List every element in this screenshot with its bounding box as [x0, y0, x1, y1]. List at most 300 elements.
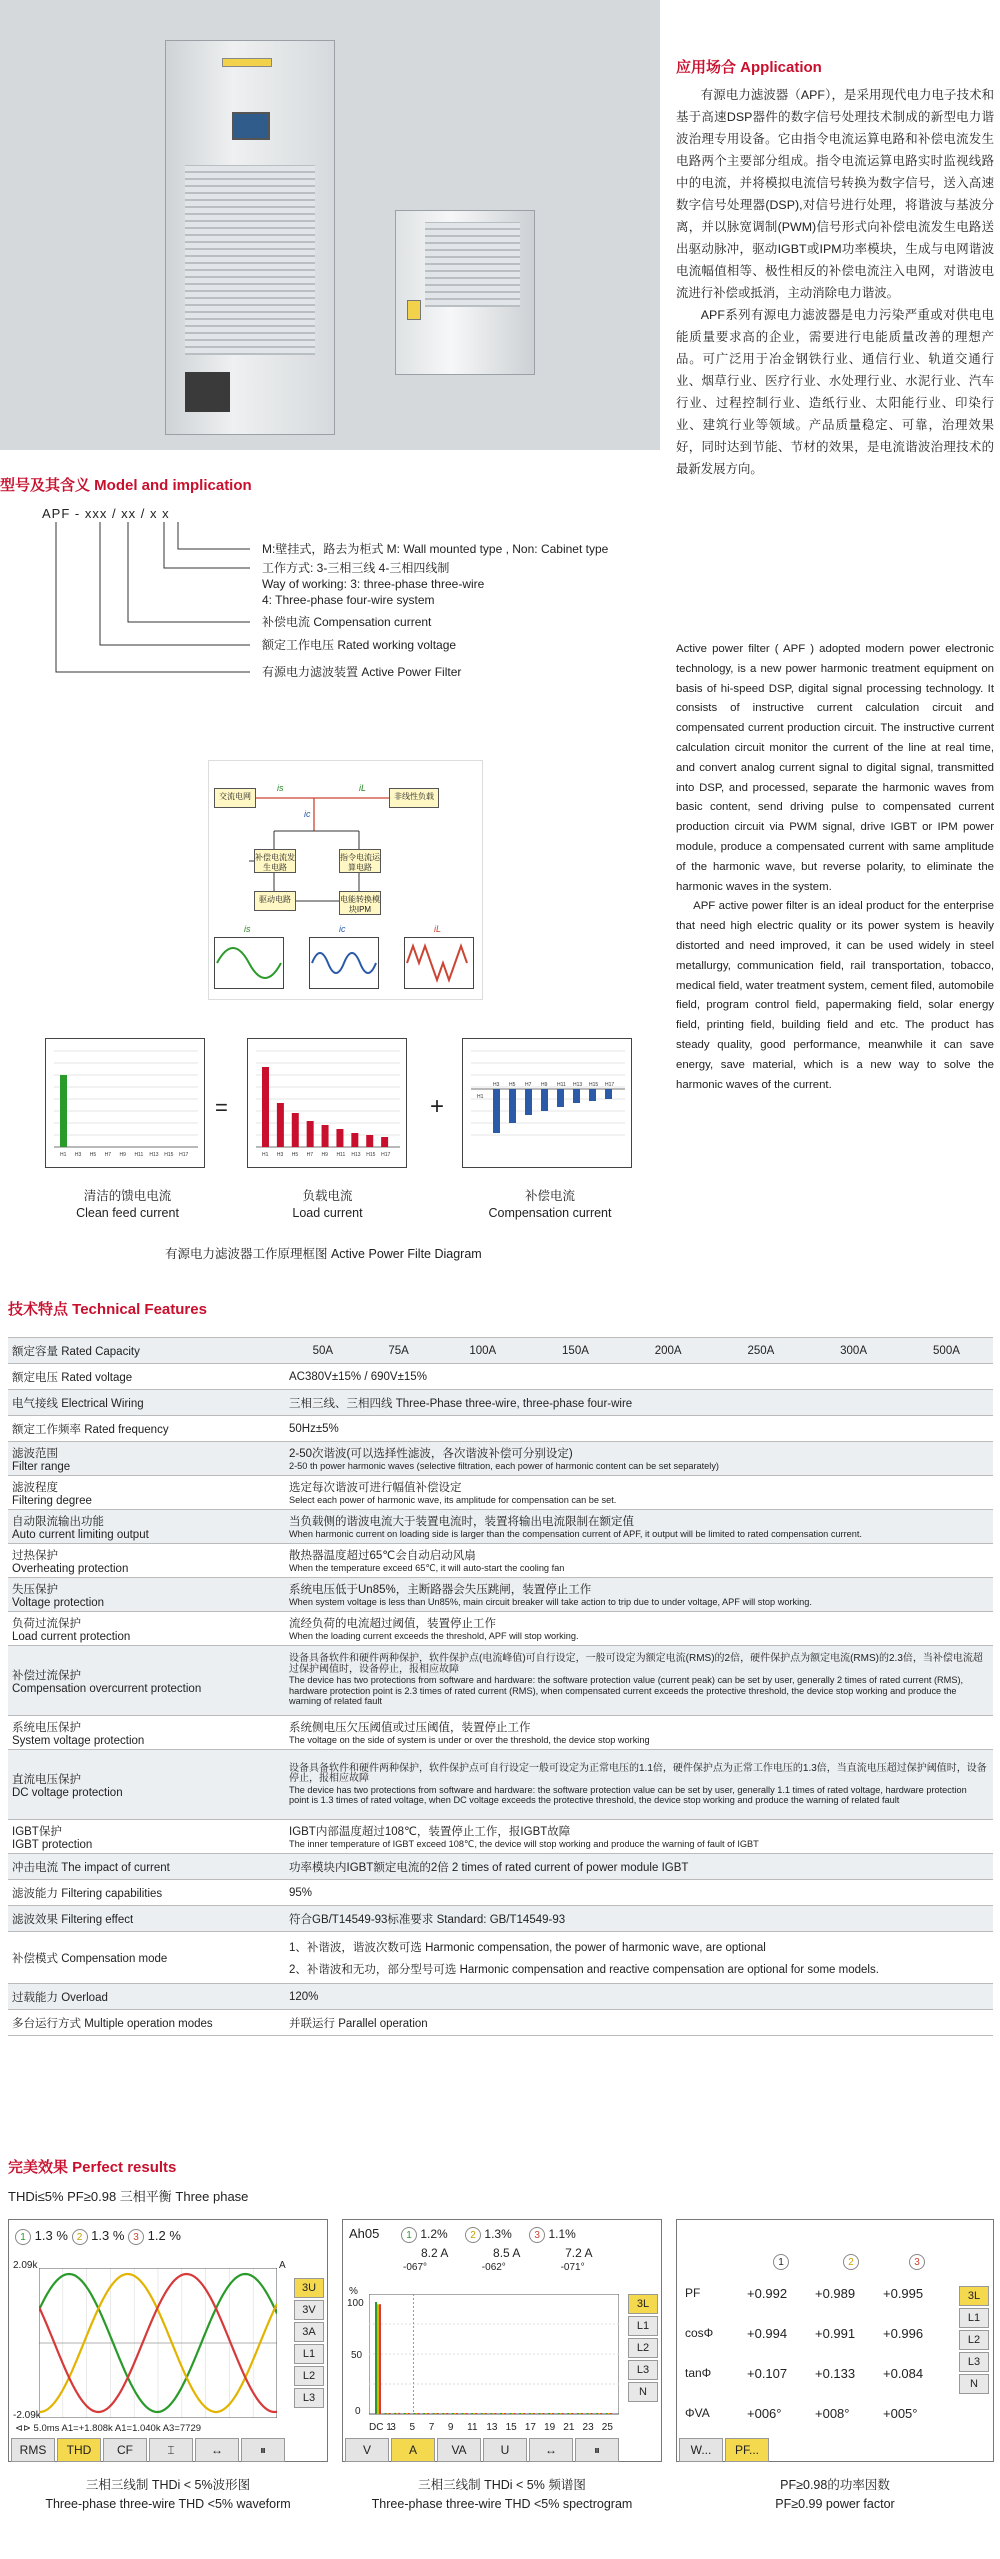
row-value: 设备具备软件和硬件两种保护，软件保护点可自行设定一般可设定为正常电压的1.1倍，硬件保护点为正常工作电压的1.3倍，当直流电压超过保护阈值时，设备停止，报相应故障 The device has two protections from software and hardware: the software protection value can be set by user, generally 1.1 times of rated voltage, hardware protection point is 1.3 times of rated voltage, when DC voltage exceeds the protective threshold, the device stop working and produce the warning of related fault: [285, 1750, 993, 1820]
row-key: 系统电压保护 System voltage protection: [8, 1716, 285, 1750]
harmonic-bar: [351, 1133, 358, 1147]
row-key: 自动限流输出功能 Auto current limiting output: [8, 1510, 285, 1544]
side-key-l3[interactable]: L3: [294, 2388, 324, 2408]
capacity-cell: 150A: [529, 1338, 622, 1364]
spectrum-bar: [375, 2302, 377, 2414]
harmonic-bar: [262, 1067, 269, 1147]
y-50-label: 50: [351, 2350, 363, 2361]
diagram-caption: 有源电力滤波器工作原理框图 Active Power Filte Diagram: [165, 1247, 482, 1261]
y-max-label: 2.09k: [13, 2260, 38, 2271]
soft-key-zoom[interactable]: ↔: [529, 2438, 573, 2462]
spectrum-bar: [396, 2413, 398, 2414]
x-tick-label: 7: [428, 2422, 435, 2433]
table-row: [8, 1442, 993, 1476]
harmonic-bar: [292, 1113, 299, 1147]
x-tick-label: 23: [582, 2422, 594, 2433]
spectrum-bar: [481, 2413, 483, 2414]
pf-row-label: ΦVA: [685, 2406, 710, 2420]
x-tick-label: 3: [390, 2422, 396, 2433]
model-leader-lines: [0, 0, 660, 720]
caption-compensation: 补偿电流 Compensation current: [488, 1189, 612, 1220]
spectrum-bar: [521, 2413, 523, 2414]
table-row: [8, 1932, 993, 1984]
soft-key-hold[interactable]: ⏸: [241, 2438, 285, 2462]
model-line-current: 补偿电流 Compensation current: [262, 615, 432, 629]
harmonic-bar: [366, 1135, 373, 1147]
spectrum-bar: [542, 2413, 544, 2414]
model-title: 型号及其含义 Model and implication: [0, 477, 252, 494]
row-key: 滤波范围 Filter range: [8, 1442, 285, 1476]
caption-waveform: 三相三线制 THDi < 5%波形图 Three-phase three-wire THD <5% waveform: [45, 2478, 291, 2511]
x-tick-label: 15: [505, 2422, 517, 2433]
spectrum-bar: [466, 2413, 468, 2414]
spectrum-bar: [471, 2413, 473, 2414]
x-tick-label: 17: [524, 2422, 536, 2433]
label-ic: ic: [304, 809, 311, 819]
spectrum-bar: [587, 2413, 589, 2414]
row-key: 多台运行方式 Multiple operation modes: [8, 2010, 285, 2036]
table-row: [8, 1906, 993, 1932]
row-value: 三相三线、三相四线 Three-Phase three-wire, three-phase four-wire: [285, 1390, 993, 1416]
harmonic-bar: [381, 1137, 388, 1147]
phase-1-marker: 1: [773, 2254, 789, 2270]
side-key-l3[interactable]: L3: [959, 2352, 989, 2372]
harmonic-tick-label: H1: [262, 1152, 269, 1158]
wave-label-is: is: [244, 924, 251, 934]
spectrum-bar: [567, 2413, 569, 2414]
row-key: 滤波程度 Filtering degree: [8, 1476, 285, 1510]
cursor-readout: ⊲⊳ 5.0ms A1=+1.808k A1=1.040k A3=7729: [15, 2423, 202, 2434]
caption-clean: 清洁的馈电电流 Clean feed current: [76, 1189, 179, 1220]
pf-value: +0.989: [815, 2286, 856, 2301]
harmonic-tick-label: H5: [89, 1152, 97, 1158]
harmonic-tick-label: H3: [276, 1152, 284, 1158]
tech-title: 技术特点 Technical Features: [8, 1301, 207, 1318]
harmonic-tick-label: H15: [589, 1082, 599, 1088]
spectrum-bar: [406, 2413, 408, 2414]
unit-label: A: [279, 2260, 286, 2271]
table-row: [8, 1416, 993, 1442]
row-key: 滤波能力 Filtering capabilities: [8, 1880, 285, 1906]
side-key-l2[interactable]: L2: [959, 2330, 989, 2350]
harmonic-tick-label: H9: [119, 1152, 126, 1158]
harmonic-tick-label: H9: [321, 1152, 328, 1158]
row-value: AC380V±15% / 690V±15%: [285, 1364, 993, 1390]
capacity-cell: 50A: [285, 1338, 361, 1364]
block-ac-grid: 交流电网: [214, 788, 256, 808]
table-row: [8, 1820, 993, 1854]
spectrum-bar: [531, 2413, 533, 2414]
row-key: 额定电压 Rated voltage: [8, 1364, 285, 1390]
row-value: 1、补谐波，谐波次数可选 Harmonic compensation, the power of harmonic wave, are optional 2、补谐波和无功，部分型号可选 Harmonic compensation and reactive compensation are optional for some models.: [285, 1932, 993, 1984]
spectrum-bar: [579, 2413, 581, 2414]
results-title: 完美效果 Perfect results: [8, 2159, 177, 2176]
harmonic-order-label: Ah05: [349, 2226, 380, 2241]
harmonic-bar: [525, 1089, 532, 1115]
spectrum-bar: [446, 2413, 448, 2414]
pf-value: +005°: [883, 2406, 918, 2421]
spectrum-bar: [413, 2413, 415, 2414]
spectrum-bar: [415, 2413, 417, 2414]
side-key-n[interactable]: N: [959, 2374, 989, 2394]
side-key-3v[interactable]: 3V: [294, 2300, 324, 2320]
model-line-way-en: Way of working: 3: three-phase three-wire: [262, 577, 485, 591]
row-value: 功率模块内IGBT额定电流的2倍 2 times of rated current of power module IGBT: [285, 1854, 993, 1880]
capacity-cell: 200A: [622, 1338, 715, 1364]
row-key: 补偿过流保护 Compensation overcurrent protection: [8, 1646, 285, 1716]
spectrum-bar: [404, 2413, 406, 2414]
spectrum-bar: [398, 2413, 400, 2414]
block-ipm: 电能转换模块IPM: [339, 891, 381, 915]
row-key: 失压保护 Voltage protection: [8, 1578, 285, 1612]
harmonic-tick-label: H9: [541, 1082, 548, 1088]
x-tick-label: DC 1: [369, 2422, 392, 2433]
spectrum-bar: [377, 2304, 379, 2414]
harmonic-bar: [541, 1089, 548, 1111]
harmonic-bar: [589, 1089, 596, 1101]
row-value: 流经负荷的电流超过阈值，装置停止工作 When the loading current exceeds the threshold, APF will stop working.: [285, 1612, 993, 1646]
wave-label-il: iL: [434, 924, 442, 934]
table-row: [8, 1510, 993, 1544]
table-row: [8, 2010, 993, 2036]
row-key: 过载能力 Overload: [8, 1984, 285, 2010]
spectrum-bar: [598, 2413, 600, 2414]
table-row: [8, 1854, 993, 1880]
row-value: 系统侧电压欠压阈值或过压阈值，装置停止工作 The voltage on the side of system is under or over the threshold, the device stop working: [285, 1716, 993, 1750]
plus-sign: +: [430, 1093, 445, 1120]
pf-value: +0.996: [883, 2326, 924, 2341]
soft-key-cf[interactable]: CF: [103, 2438, 147, 2462]
application-text-cn: 有源电力滤波器（APF），是采用现代电力电子技术和基于高速DSP器件的数字信号处理技术制成的新型电力谐波治理专用设备。它由指令电流运算电路和补偿电流发生电路两个主要部分组成。指令电流运算电路实时监视线路中的电流，并将模拟电流信号转换为数字信号，送入高速数字信号处理器(DSP),对信号进行处理，将谐波与基波分离，并以脉宽调制(PWM)信号形式向补偿电流发生电路送出驱动脉冲，驱动IGBT或IPM功率模块，生成与电网谐波电流幅值相等、极性相反的补偿电流注入电网，对谐波电流进行补偿或抵消，主动消除电力谐波。 APF系列有源电力滤波器是电力污染严重或对供电电能质量要求高的企业，需要进行电能质量改善的理想产品。可广泛用于冶金钢铁行业、通信行业、轨道交通行业、烟草行业、医疗行业、水处理行业、水泥行业、汽车行业、过程控制行业、造纸行业、太阳能行业、印染行业、建筑行业等领域。产品质量稳定、可靠，治理效果好，同时达到节能、节材的效果，是电流谐波治理技术的最新发展方向。: [676, 88, 994, 476]
harmonic-tick-label: H17: [605, 1082, 615, 1088]
row-value: 95%: [285, 1880, 993, 1906]
phase-3-marker: 3: [909, 2254, 925, 2270]
table-row: [8, 1612, 993, 1646]
soft-key-va[interactable]: VA: [437, 2438, 481, 2462]
spectrum-clean: [45, 1038, 205, 1168]
spectrum-bar: [442, 2413, 444, 2414]
capacity-cell: 250A: [715, 1338, 808, 1364]
spectrum-bar: [569, 2413, 571, 2414]
side-key-3l[interactable]: 3L: [959, 2286, 989, 2306]
table-row: [8, 1716, 993, 1750]
spectrum-bar: [560, 2413, 562, 2414]
spectrum-bar: [490, 2413, 492, 2414]
x-tick-label: 9: [447, 2422, 454, 2433]
row-value: 并联运行 Parallel operation: [285, 2010, 993, 2036]
caption-load: 负载电流 Load current: [292, 1189, 363, 1220]
table-row: [8, 1578, 993, 1612]
spectrum-bar: [433, 2413, 435, 2414]
pf-value: +0.994: [747, 2326, 788, 2341]
harmonic-bar: [322, 1125, 329, 1147]
side-key-l3[interactable]: L3: [628, 2360, 658, 2380]
spectrum-bar: [485, 2413, 487, 2414]
spectrum-bar: [529, 2413, 531, 2414]
table-row: [8, 1476, 993, 1510]
spectrum-bar: [538, 2413, 540, 2414]
row-key: 补偿模式 Compensation mode: [8, 1932, 285, 1984]
spectrum-bar: [437, 2413, 439, 2414]
side-key-l1[interactable]: L1: [959, 2308, 989, 2328]
harmonic-bar: [605, 1089, 612, 1099]
spectrum-bar: [502, 2413, 504, 2414]
results-subtitle: THDi≤5% PF≥0.98 三相平衡 Three phase: [8, 2189, 249, 2204]
table-row: [8, 1646, 993, 1716]
table-row: [8, 1544, 993, 1578]
soft-key-zoom[interactable]: ↔: [195, 2438, 239, 2462]
spectrum-bar: [387, 2413, 389, 2414]
side-key-3l[interactable]: 3L: [628, 2294, 658, 2314]
side-key-3u[interactable]: 3U: [294, 2278, 324, 2298]
y-100-label: 100: [347, 2298, 364, 2309]
spectrum-bar: [608, 2413, 610, 2414]
model-line-apf: 有源电力滤波装置 Active Power Filter: [262, 665, 462, 679]
pf-value: +0.084: [883, 2366, 924, 2381]
harmonic-readout: 1 1.2% 2 1.3% 3 1.1%: [401, 2226, 576, 2243]
harmonic-bar: [336, 1129, 343, 1147]
model-code: APF - xxx / xx / x x: [42, 506, 170, 521]
row-key: 负荷过流保护 Load current protection: [8, 1612, 285, 1646]
spectrum-bar: [417, 2413, 419, 2414]
pf-value: +006°: [747, 2406, 782, 2421]
spectrum-bar: [408, 2413, 410, 2414]
harmonic-tick-label: H13: [149, 1152, 159, 1158]
spectrum-bar: [577, 2413, 579, 2414]
row-value: 符合GB/T14549-93标准要求 Standard: GB/T14549-93: [285, 1906, 993, 1932]
spectrum-bar: [462, 2413, 464, 2414]
table-row: [8, 1984, 993, 2010]
label-il: iL: [359, 783, 367, 793]
pf-row-label: PF: [685, 2286, 701, 2300]
spectrum-bar: [456, 2413, 458, 2414]
spectrum-bar: [514, 2413, 516, 2414]
row-key: 冲击电流 The impact of current: [8, 1854, 285, 1880]
x-tick-label: 25: [601, 2422, 613, 2433]
spectrum-bar: [510, 2413, 512, 2414]
row-key: 滤波效果 Filtering effect: [8, 1906, 285, 1932]
application-title: 应用场合 Application: [676, 59, 822, 76]
pf-row-label: tanΦ: [685, 2366, 712, 2380]
pf-value: +0.992: [747, 2286, 788, 2301]
block-drive-circuit: 驱动电路: [254, 891, 296, 911]
pct-label: %: [349, 2286, 358, 2297]
soft-key-w[interactable]: W...: [679, 2438, 723, 2462]
harmonic-tick-label: H7: [525, 1082, 532, 1088]
harmonic-bar: [277, 1103, 284, 1147]
table-row: [8, 1390, 993, 1416]
harmonic-tick-label: H11: [557, 1082, 566, 1088]
row-value: 2-50次谐波(可以选择性滤波，各次谐波补偿可分别设定) 2-50 th power harmonic waves (selective filtration, each power of harmonic content can be set separately): [285, 1442, 993, 1476]
spectrum-bar: [464, 2413, 466, 2414]
row-value: 系统电压低于Un85%，主断路器会失压跳闸，装置停止工作 When system voltage is less than Un85%, main circuit breaker will take action to trip due to under voltage, APF will stop working.: [285, 1578, 993, 1612]
spectrum-bar: [552, 2413, 554, 2414]
model-line-way-en2: 4: Three-phase four-wire system: [262, 593, 435, 607]
soft-key-v[interactable]: V: [345, 2438, 389, 2462]
spectrum-bar: [454, 2413, 456, 2414]
spectrum-bar: [500, 2413, 502, 2414]
spectrum-bar: [596, 2413, 598, 2414]
harmonic-bar: [60, 1075, 67, 1147]
pf-row-label: cosΦ: [685, 2326, 714, 2340]
side-key-l2[interactable]: L2: [294, 2366, 324, 2386]
spectrum-bar: [548, 2413, 550, 2414]
phase-readout: -067° -062° -071°: [403, 2262, 585, 2273]
spectrum-bar: [519, 2413, 521, 2414]
harmonic-tick-label: H5: [509, 1082, 516, 1088]
harmonic-bar: [557, 1089, 564, 1107]
waveform-panel: [8, 2219, 328, 2462]
x-tick-label: 11: [467, 2422, 478, 2433]
row-value: 当负载侧的谐波电流大于装置电流时，装置将输出电流限制在额定值 When harmonic current on loading side is larger than the compensation current of APF, it output will be limited to rated compensation current.: [285, 1510, 993, 1544]
spectrum-bar: [425, 2413, 427, 2414]
harmonic-tick-label: H17: [179, 1152, 189, 1158]
spectrum-bar: [550, 2413, 552, 2414]
spectrum-bar: [523, 2413, 525, 2414]
amp-readout: 8.2 A 8.5 A 7.2 A: [421, 2246, 593, 2260]
side-key-n[interactable]: N: [628, 2382, 658, 2402]
harmonic-tick-label: H11: [336, 1152, 346, 1158]
thd-readout: 1 1.3 % 2 1.3 % 3 1.2 %: [15, 2228, 181, 2245]
spectrum-bar: [600, 2413, 602, 2414]
soft-key-cursor[interactable]: ⌶: [149, 2438, 193, 2462]
soft-key-hold[interactable]: ⏸: [575, 2438, 619, 2462]
harmonic-bar: [509, 1089, 516, 1123]
harmonic-tick-label: H15: [164, 1152, 174, 1158]
harmonic-tick-label: H7: [104, 1152, 112, 1158]
x-tick-label: 13: [486, 2422, 498, 2433]
harmonic-bar: [493, 1089, 500, 1133]
soft-key-a[interactable]: A: [391, 2438, 435, 2462]
tech-table: [8, 1337, 993, 2036]
row-key: 直流电压保护 DC voltage protection: [8, 1750, 285, 1820]
harmonic-tick-label: H11: [134, 1152, 144, 1158]
spectrum-bar: [385, 2413, 387, 2414]
spectrum-bar: [379, 2304, 381, 2414]
block-nonlinear-load: 非线性负载: [389, 788, 439, 808]
pf-value: +0.107: [747, 2366, 788, 2381]
harmonic-tick-label: H3: [493, 1082, 500, 1088]
soft-key-rms[interactable]: RMS: [11, 2438, 55, 2462]
spectrum-bar: [394, 2413, 396, 2414]
wave-load: [404, 937, 474, 989]
harmonic-tick-label: H3: [74, 1152, 82, 1158]
power-factor-panel: [676, 2219, 994, 2462]
side-key-l1[interactable]: L1: [628, 2316, 658, 2336]
pf-value: +008°: [815, 2406, 850, 2421]
spectrum-bar: [423, 2413, 425, 2414]
caption-power-factor: PF≥0.98的功率因数 PF≥0.99 power factor: [775, 2478, 895, 2511]
spectrum-bar: [610, 2413, 612, 2414]
soft-key-u[interactable]: U: [483, 2438, 527, 2462]
harmonic-tick-label: H13: [351, 1152, 361, 1158]
spectrum-bar: [606, 2413, 608, 2414]
spectrum-bar: [540, 2413, 542, 2414]
soft-key-pf[interactable]: PF...: [725, 2438, 769, 2462]
harmonic-tick-label: H13: [573, 1082, 583, 1088]
model-line-mount: M:壁挂式，路去为柜式 M: Wall mounted type , Non: Cabinet type: [262, 542, 609, 556]
spectrum-bar: [571, 2413, 573, 2414]
table-row: [8, 1338, 993, 1364]
spectrum-bar: [512, 2413, 514, 2414]
wave-compensation: [309, 937, 379, 989]
pf-value: +0.133: [815, 2366, 856, 2381]
capacity-cell: 300A: [807, 1338, 900, 1364]
spectrum-compensation: [462, 1038, 632, 1168]
model-line-voltage: 额定工作电压 Rated working voltage: [262, 638, 457, 652]
label-is: is: [277, 783, 284, 793]
table-row: [8, 1364, 993, 1390]
spectrum-bar: [435, 2413, 437, 2414]
wave-clean: [214, 937, 284, 989]
spectrum-bar: [504, 2413, 506, 2414]
spectrum-bar: [589, 2413, 591, 2414]
row-value: 50Hz±5%: [285, 1416, 993, 1442]
harmonic-tick-label: H7: [306, 1152, 314, 1158]
harmonic-tick-label: H1: [60, 1152, 67, 1158]
x-tick-label: 19: [544, 2422, 556, 2433]
harmonic-tick-label: H15: [366, 1152, 376, 1158]
phase-2-marker: 2: [843, 2254, 859, 2270]
harmonic-tick-label: H1: [477, 1094, 484, 1100]
harmonic-tick-label: H5: [291, 1152, 299, 1158]
block-command-current: 指令电流运算电路: [339, 849, 381, 873]
block-compensation-generator: 补偿电流发生电路: [254, 849, 296, 873]
row-value: IGBT内部温度超过108℃，装置停止工作，报IGBT故障 The inner temperature of IGBT exceed 108℃, the device will stop working and produce the warning of fault of IGBT: [285, 1820, 993, 1854]
row-key: IGBT保护 IGBT protection: [8, 1820, 285, 1854]
wave-label-ic: ic: [339, 924, 346, 934]
spectrum-plot: [369, 2294, 619, 2422]
model-line-way-cn: 工作方式: 3-三相三线 4-三相四线制: [262, 561, 450, 575]
table-row: [8, 1750, 993, 1820]
spectrum-bar: [427, 2413, 429, 2414]
side-key-3a[interactable]: 3A: [294, 2322, 324, 2342]
y-0-label: 0: [355, 2406, 361, 2417]
spectrum-bar: [444, 2413, 446, 2414]
spectrum-bar: [492, 2413, 494, 2414]
spectrum-bar: [494, 2413, 496, 2414]
row-value: 设备具备软件和硬件两种保护，软件保护点(电流峰值)可自行设定，一般可设定为额定电流(RMS)的2倍，硬件保护点为额定电流(RMS)的2.3倍，当补偿电流超过保护阈值时，设备停止，报相应故障 The device has two protections from software and hardware: the software protection value (current peak) can be set by user, generally 2 times of rated current (RMS), hardware protection point is 2.3 times of rated current (RMS), when compensated current exceeds the protective threshold, the device stop working and produce the warning of related fault: [285, 1646, 993, 1716]
soft-key-thd[interactable]: THD: [57, 2438, 101, 2462]
spectrum-bar: [389, 2413, 391, 2414]
spectrum-bar: [473, 2413, 475, 2414]
caption-spectrum: 三相三线制 THDi < 5% 频谱图 Three-phase three-wire THD <5% spectrogram: [371, 2478, 633, 2511]
row-key: 电气接线 Electrical Wiring: [8, 1390, 285, 1416]
row-value: 120%: [285, 1984, 993, 2010]
spectrum-bar: [483, 2413, 485, 2414]
spectrum-panel: [342, 2219, 662, 2462]
harmonic-bar: [307, 1121, 314, 1147]
spectrum-bar: [475, 2413, 477, 2414]
capacity-cell: 75A: [361, 1338, 437, 1364]
x-tick-label: 21: [563, 2422, 575, 2433]
spectrum-bar: [581, 2413, 583, 2414]
capacity-cell: 100A: [436, 1338, 529, 1364]
harmonic-tick-label: H17: [381, 1152, 391, 1158]
capacity-cell: 500A: [900, 1338, 993, 1364]
pf-value: +0.991: [815, 2326, 856, 2341]
spectrum-bar: [533, 2413, 535, 2414]
row-value: 散热器温度超过65℃会自动启动风扇 When the temperature exceed 65℃, it will auto-start the cooling fan: [285, 1544, 993, 1578]
side-key-l2[interactable]: L2: [628, 2338, 658, 2358]
x-tick-label: 5: [409, 2422, 416, 2433]
row-key: 过热保护 Overheating protection: [8, 1544, 285, 1578]
equals-sign: =: [215, 1095, 228, 1120]
spectrum-load: [247, 1038, 407, 1168]
side-key-l1[interactable]: L1: [294, 2344, 324, 2364]
waveform-plot: [39, 2268, 277, 2418]
principle-diagram: [208, 760, 483, 1000]
